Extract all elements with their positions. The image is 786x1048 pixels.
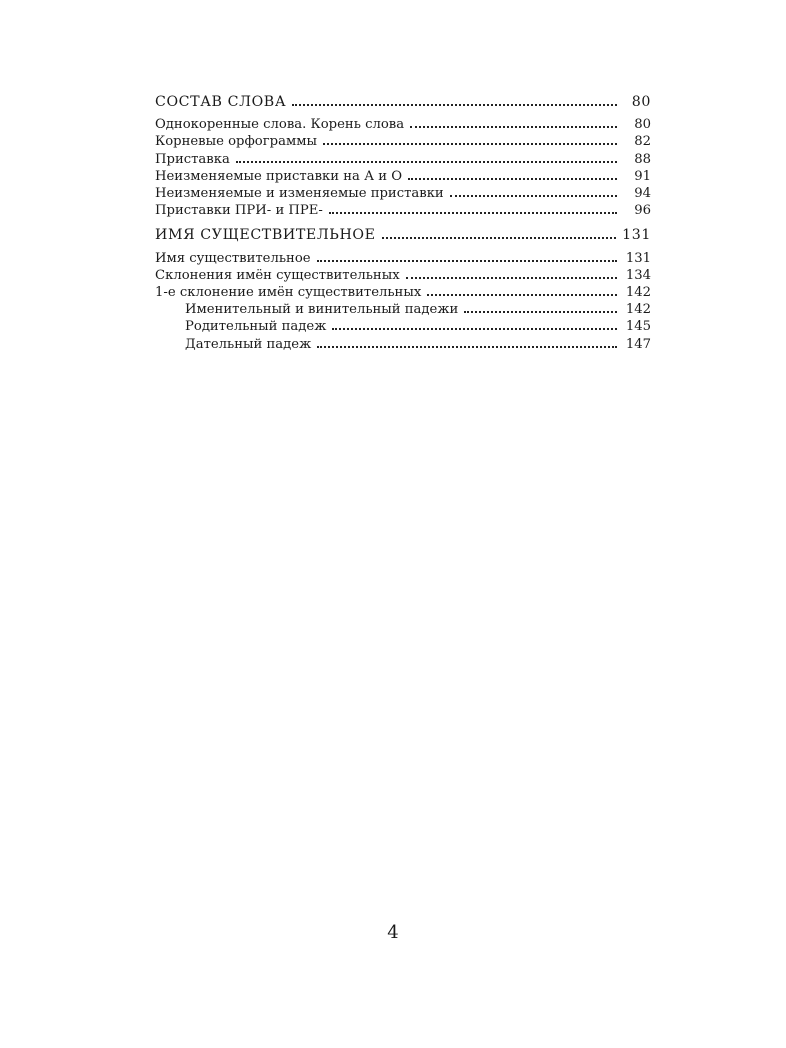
toc-section-heading [155,94,651,111]
toc-page: 91 [634,168,651,184]
toc-title: Родительный падеж [185,319,327,335]
toc-entry [155,301,651,318]
toc-entry [155,267,651,284]
toc-title: СОСТАВ СЛОВА [155,94,287,110]
toc-title: Приставки ПРИ- и ПРЕ- [155,203,323,219]
toc-entry [155,202,651,219]
toc-title: Именительный и винительный падежи [185,302,459,318]
toc-title: Дательный падеж [185,336,312,352]
dot-leader [317,260,617,262]
dot-leader [323,143,617,145]
toc-page: 147 [625,336,651,352]
toc-entry [155,151,651,168]
toc-entry [155,284,651,301]
toc-entry [155,318,651,335]
dot-leader [292,104,617,106]
toc-page: 80 [631,94,651,110]
toc-title: Неизменяемые и изменяемые приставки [155,186,444,202]
dot-leader [382,237,616,239]
toc-page: 82 [634,134,651,150]
toc-entry [155,133,651,150]
page-number: 4 [387,922,399,943]
toc-entry [155,336,651,353]
toc-entry [155,168,651,185]
toc-title: 1-е склонение имён существительных [155,285,422,301]
dot-leader [410,126,617,128]
dot-leader [332,328,617,330]
toc-title: Неизменяемые приставки на А и О [155,168,403,184]
toc-page: 131 [622,227,651,244]
dot-leader [408,178,617,180]
dot-leader [464,311,617,313]
toc-entry [155,185,651,202]
toc-title: Имя существительное [155,250,311,266]
dot-leader [406,277,617,279]
toc-section-heading [155,227,651,244]
dot-leader [317,346,617,348]
toc-page: 142 [625,302,651,318]
toc-entry [155,116,651,133]
dot-leader [329,212,617,214]
dot-leader [236,161,617,163]
toc-page: 88 [634,151,651,167]
toc-title: Склонения имён существительных [155,267,400,283]
toc-title: Приставка [155,151,230,167]
dot-leader [450,195,617,197]
toc-page: 134 [625,267,651,283]
toc-page: 142 [625,285,651,301]
toc-page: 145 [625,319,651,335]
toc-page: 80 [634,117,651,133]
toc-page: 131 [625,250,651,266]
toc-entry [155,250,651,267]
toc-title: Корневые орфограммы [155,134,317,150]
toc-title: Однокоренные слова. Корень слова [155,117,405,133]
table-of-contents [155,86,651,353]
toc-page: 96 [634,203,651,219]
dot-leader [427,294,617,296]
toc-title: ИМЯ СУЩЕСТВИТЕЛЬНОЕ [155,227,376,244]
toc-page: 94 [634,186,651,202]
